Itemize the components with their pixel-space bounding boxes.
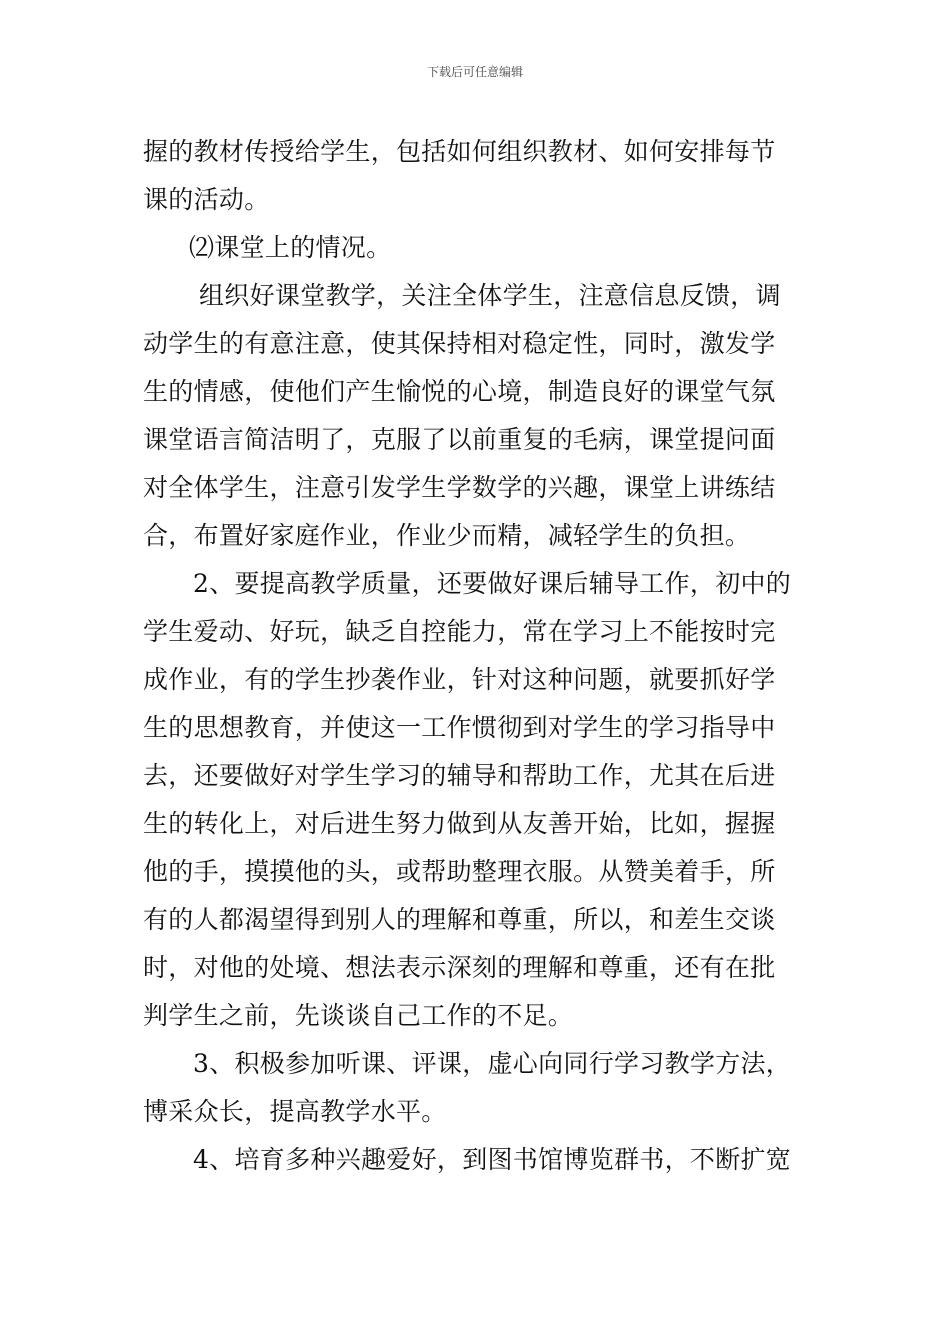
paragraph-first-line: 组织好课堂教学，关注全体学生，注意信息反馈，调: [199, 281, 781, 310]
text-line: 时，对他的处境、想法表示深刻的理解和尊重，还有在批: [143, 953, 776, 982]
text-line: 生的情感，使他们产生愉悦的心境，制造良好的课堂气氛: [143, 377, 776, 406]
text-line: 生的思想教育，并使这一工作惯彻到对学生的学习指导中: [143, 713, 776, 742]
text-line: 有的人都渴望得到别人的理解和尊重，所以，和差生交谈: [143, 905, 776, 934]
paragraph-first-line: 3、积极参加听课、评课，虚心向同行学习教学方法，: [193, 1049, 792, 1078]
text-line: 课堂语言简洁明了，克服了以前重复的毛病，课堂提问面: [143, 425, 776, 454]
text-line: 去，还要做好对学生学习的辅导和帮助工作，尤其在后进: [143, 761, 776, 790]
text-line: 学生爱动、好玩，缺乏自控能力，常在学习上不能按时完: [143, 617, 776, 646]
document-body: [143, 128, 807, 1184]
text-line: 他的手，摸摸他的头，或帮助整理衣服。从赞美着手，所: [143, 857, 776, 886]
section-heading: ⑵课堂上的情况。: [189, 233, 392, 262]
text-line: 博采众长，提高教学水平。: [143, 1097, 447, 1126]
text-line: 动学生的有意注意，使其保持相对稳定性，同时，激发学: [143, 329, 776, 358]
text-line: 对全体学生，注意引发学生学数学的兴趣，课堂上讲练结: [143, 473, 776, 502]
text-line: 合，布置好家庭作业，作业少而精，减轻学生的负担。: [143, 521, 751, 550]
text-line: 成作业，有的学生抄袭作业，针对这种问题，就要抓好学: [143, 665, 776, 694]
text-line: 握的教材传授给学生，包括如何组织教材、如何安排每节: [143, 137, 776, 166]
text-line: 课的活动。: [143, 185, 270, 214]
paragraph-first-line: 2、要提高教学质量，还要做好课后辅导工作，初中的: [193, 569, 792, 598]
page-header-note: 下载后可任意编辑: [426, 65, 523, 79]
paragraph-first-line: 4、培育多种兴趣爱好，到图书馆博览群书，不断扩宽: [193, 1145, 792, 1174]
text-line: 判学生之前，先谈谈自己工作的不足。: [143, 1001, 574, 1030]
text-line: 生的转化上，对后进生努力做到从友善开始，比如，握握: [143, 809, 776, 838]
